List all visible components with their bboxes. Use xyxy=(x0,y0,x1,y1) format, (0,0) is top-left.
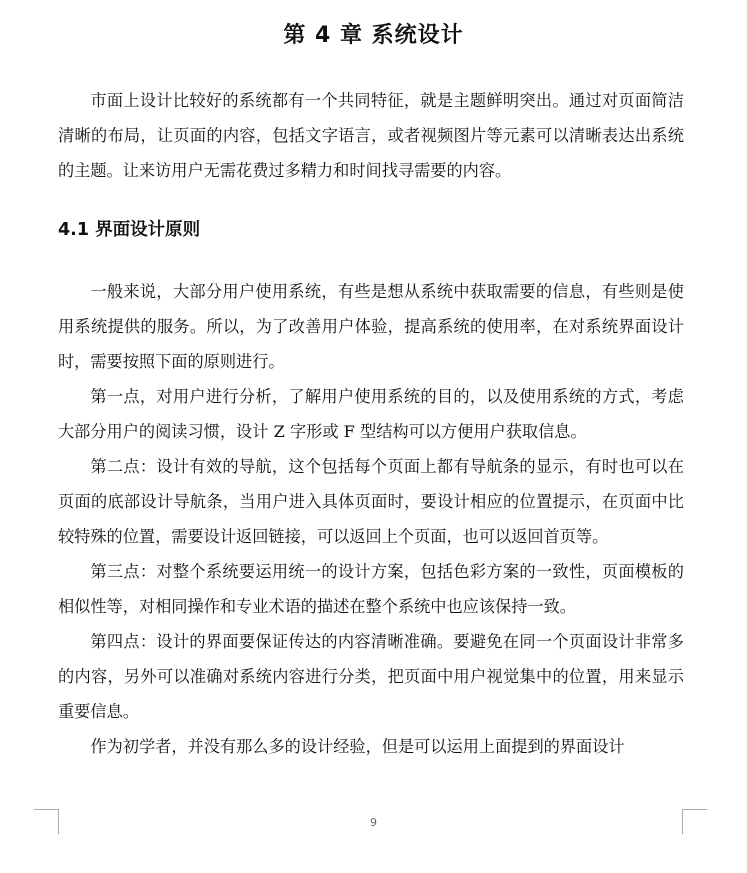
body-paragraph: 第一点，对用户进行分析，了解用户使用系统的目的，以及使用系统的方式，考虑大部分用户的阅读习惯，设计 Z 字形或 F 型结构可以方便用户获取信息。 xyxy=(58,387,684,441)
body-paragraph: 作为初学者，并没有那么多的设计经验，但是可以运用上面提到的界面设计 xyxy=(90,737,625,756)
section-body xyxy=(58,274,684,764)
intro-text xyxy=(58,83,684,188)
chapter-title: 第 4 章 系统设计 xyxy=(283,23,464,48)
body-paragraph: 一般来说，大部分用户使用系统，有些是想从系统中获取需要的信息，有些则是使用系统提供的服务。所以，为了改善用户体验，提高系统的使用率，在对系统界面设计时，需要按照下面的原则进行。 xyxy=(58,282,684,371)
body-paragraph: 第三点：对整个系统要运用统一的设计方案，包括色彩方案的一致性，页面模板的相似性等，对相同操作和专业术语的描述在整个系统中也应该保持一致。 xyxy=(58,562,684,616)
page-number: 9 xyxy=(370,816,377,829)
body-paragraph: 第四点：设计的界面要保证传达的内容清晰准确。要避免在同一个页面设计非常多的内容，另外可以准确对系统内容进行分类，把页面中用户视觉集中的位置，用来显示重要信息。 xyxy=(58,632,684,721)
section-heading: 4.1 界面设计原则 xyxy=(58,220,201,240)
body-paragraph: 第二点：设计有效的导航，这个包括每个页面上都有导航条的显示，有时也可以在页面的底部设计导航条，当用户进入具体页面时，要设计相应的位置提示，在页面中比较特殊的位置，需要设计返回链接，可以返回上个页面，也可以返回首页等。 xyxy=(58,457,684,546)
intro-paragraph: 市面上设计比较好的系统都有一个共同特征，就是主题鲜明突出。通过对页面简洁清晰的布局，让页面的内容，包括文字语言，或者视频图片等元素可以清晰表达出系统的主题。让来访用户无需花费过多精力和时间找寻需要的内容。 xyxy=(58,91,684,180)
